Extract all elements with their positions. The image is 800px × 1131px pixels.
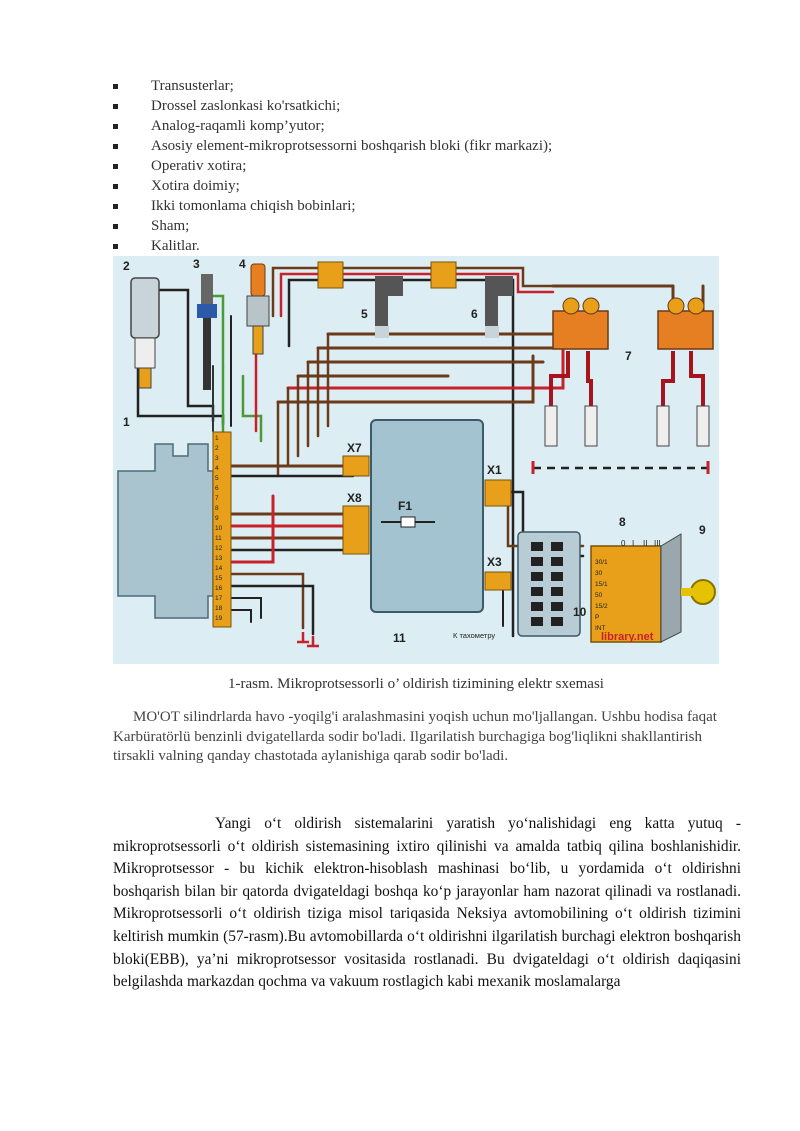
list-item: Kalitlar. [113, 236, 552, 256]
fuse-f1 [401, 517, 415, 527]
sensor-head [201, 274, 213, 304]
bullet-icon [113, 224, 118, 229]
label-x7: X7 [347, 441, 362, 455]
coil-terminal [688, 298, 704, 314]
label-6: 6 [471, 307, 478, 321]
coil-terminal [668, 298, 684, 314]
label-1: 1 [123, 415, 130, 429]
switch-terminal-label: 30 [595, 570, 603, 577]
label-9: 9 [699, 523, 706, 537]
connector-block [318, 262, 343, 288]
bullet-icon [113, 104, 118, 109]
sensor-cap [251, 264, 265, 296]
pin-label: 10 [215, 525, 223, 532]
list-item: Transusterlar; [113, 76, 552, 96]
label-4: 4 [239, 257, 246, 271]
spark-plug [585, 406, 597, 446]
pin-label: 16 [215, 585, 223, 592]
connector-x1 [485, 480, 511, 506]
coil [658, 311, 713, 349]
pin-label: 4 [215, 465, 219, 472]
relay-slot [551, 587, 563, 596]
bullet-icon [113, 144, 118, 149]
coil-terminal [563, 298, 579, 314]
relay-slot [531, 602, 543, 611]
switch-position-label: III [654, 539, 661, 548]
list-item: Sham; [113, 216, 552, 236]
pin-label: 7 [215, 495, 219, 502]
pin-label: 5 [215, 475, 219, 482]
pin-label: 6 [215, 485, 219, 492]
list-item: Xotira doimiy; [113, 176, 552, 196]
list-item: Asosiy element-mikroprotsessorni boshqarish bloki (fikr markazi); [113, 136, 552, 156]
pin-label: 13 [215, 555, 223, 562]
pin-label: 8 [215, 505, 219, 512]
switch-position-label: II [643, 539, 648, 548]
label-2: 2 [123, 259, 130, 273]
sensor-tip [139, 368, 151, 388]
switch-terminal-label: P [595, 614, 600, 621]
list-item: Drossel zaslonkasi ko'rsatkichi; [113, 96, 552, 116]
label-11: 11 [393, 631, 406, 645]
pin-label: 3 [215, 455, 219, 462]
label-8: 8 [619, 515, 626, 529]
bullet-icon [113, 124, 118, 129]
ecu-housing [371, 420, 483, 612]
list-item: Operativ xotira; [113, 156, 552, 176]
watermark: library.net [601, 631, 654, 643]
bullet-icon [113, 204, 118, 209]
pin-label: 15 [215, 575, 223, 582]
switch-terminal-label: INT [595, 625, 606, 632]
label-f1: F1 [398, 499, 413, 513]
pin-label: 1 [215, 435, 219, 442]
coil-terminal [583, 298, 599, 314]
connector-x3 [485, 572, 511, 590]
component-list [113, 76, 552, 256]
key-shaft [681, 588, 695, 596]
connector-x7 [343, 456, 369, 476]
pin-label: 11 [215, 535, 222, 542]
label-10: 10 [573, 605, 587, 619]
label-7: 7 [625, 349, 632, 363]
pin-label: 14 [215, 565, 223, 572]
switch-terminal-label: 15/1 [595, 581, 608, 588]
body-paragraph: Yangi o‘t oldirish sistemalarini yaratish yo‘nalishidagi eng katta yutuq - mikroprotsessorli o‘t oldirish sistemasining ixtiro qilinishi va amalda tatbiq qilina boshlanishidir. Mikroprotsessor - bu kichik elektron-hisoblash mashinasi bo‘lib, u yordamida o‘t oldirishni boshqarish bilan bir qatorda dvigateldagi boshqa ko‘p jarayonlar ham nazorat qilinadi va rostlanadi. Mikroprotsessorli o‘t oldirish tiziga misol tariqasida Neksiya avtomobilining o‘t oldirish tizimini keltirish mumkin (57-rasm).Bu avtomobillarda o‘t oldirishni ilgarilatish burchagi elektron boshqarish bloki(EBB), ya’ni mikroprotsessor vositasida rostlanadi. Bu dvigateldagi o‘t oldirish daqiqasini belgilashda markazdan qochma va vakuum rostlagich kabi mexanik moslamalarga [113, 815, 741, 991]
pin-label: 18 [215, 605, 223, 612]
description-paragraph: MO'OT silindrlarda havo -yoqilg'i aralashmasini yoqish uchun mo'ljallangan. Ushbu hodisa faqat Karbüratörlü benzinli dvigatellarda sodir bo'ladi. Ilgarilatish burchagiga bog'liqlikni shakllantirish tirsakli valning qanday chastotada aylanishiga qarab sodir bo'ladi. [113, 709, 717, 764]
sensor-body [131, 278, 159, 338]
bullet-icon [113, 164, 118, 169]
spark-plug [545, 406, 557, 446]
switch-position-label: 0 [621, 539, 626, 548]
relay-slot [551, 602, 563, 611]
relay-slot [531, 587, 543, 596]
relay-block [518, 532, 580, 636]
tachometer-label: К тахометру [453, 631, 496, 640]
sensor-thread [135, 338, 155, 368]
relay-slot [531, 617, 543, 626]
sensor-end [375, 326, 389, 338]
switch-terminal-label: 15/2 [595, 603, 608, 610]
relay-slot [551, 542, 563, 551]
component-10-relay-block [518, 532, 580, 636]
connector-x8 [343, 506, 369, 554]
relay-slot [551, 557, 563, 566]
pin-label: 9 [215, 515, 219, 522]
relay-slot [551, 617, 563, 626]
relay-slot [531, 557, 543, 566]
sensor-end [485, 326, 499, 338]
label-x1: X1 [487, 463, 502, 477]
label-x3: X3 [487, 555, 502, 569]
sensor-collar [197, 304, 217, 318]
spark-plug [697, 406, 709, 446]
sensor-tip [253, 326, 263, 354]
coil [553, 311, 608, 349]
label-5: 5 [361, 307, 368, 321]
label-x8: X8 [347, 491, 362, 505]
list-item: Ikki tomonlama chiqish bobinlari; [113, 196, 552, 216]
pin-label: 12 [215, 545, 223, 552]
pin-label: 19 [215, 615, 223, 622]
bullet-icon [113, 184, 118, 189]
sensor-shaft [203, 318, 211, 390]
connector-block [431, 262, 456, 288]
pin-label: 17 [215, 595, 223, 602]
switch-body [661, 534, 681, 642]
relay-slot [531, 542, 543, 551]
label-3: 3 [193, 257, 200, 271]
spark-plug [657, 406, 669, 446]
ignition-wiring-diagram [113, 256, 719, 664]
switch-terminal-label: 50 [595, 592, 603, 599]
sensor-body [247, 296, 269, 326]
relay-slot [531, 572, 543, 581]
figure-caption: 1-rasm. Mikroprotsessorli o’ oldirish tizimining elektr sxemasi [228, 676, 604, 692]
bullet-icon [113, 84, 118, 89]
bullet-icon [113, 244, 118, 249]
pin-label: 2 [215, 445, 219, 452]
switch-position-label: I [632, 539, 635, 548]
relay-slot [551, 572, 563, 581]
list-item: Analog-raqamli komp’yutor; [113, 116, 552, 136]
switch-terminal-label: 30/1 [595, 559, 608, 566]
